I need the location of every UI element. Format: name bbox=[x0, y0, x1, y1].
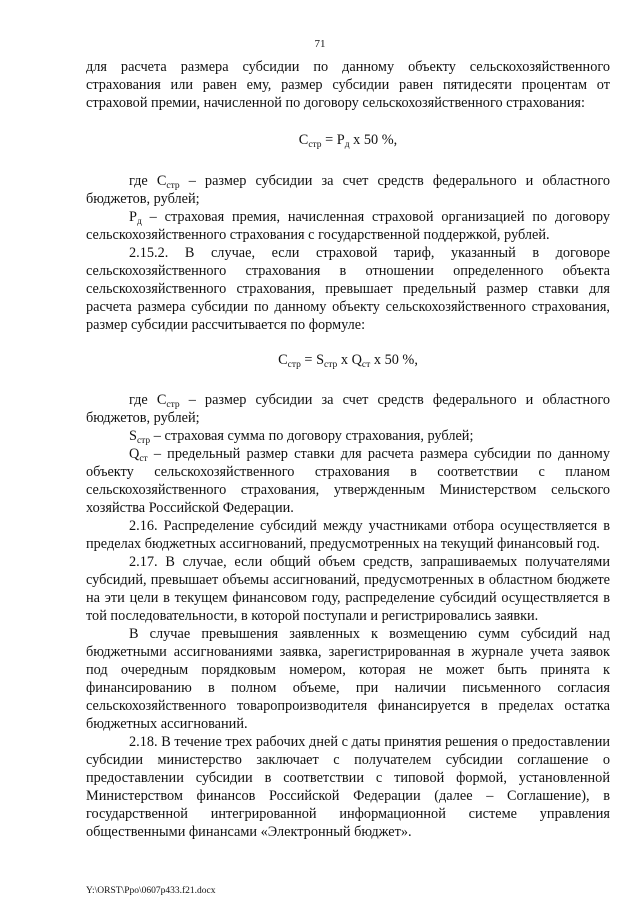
paragraph-2-16: 2.16. Распределение субсидий между участниками отбора осуществляется в пределах бюджетных ассигнований, предусмотренных на текущий финансовый год. bbox=[86, 518, 610, 552]
definition-p-d: $Р_д$ – страховая премия, начисленная страховой организацией по договору сельскохозяйственного страхования с государственной поддержкой, рублей. bbox=[86, 209, 610, 243]
page-number: 71 bbox=[314, 38, 326, 50]
formula-2: $С_{стр} = S_{стр}$ х $Q_{ст}$ х 50 %, bbox=[278, 352, 418, 370]
paragraph-2-17: 2.17. В случае, если общий объем средств, запрашиваемых получателями субсидий, превышает объемы ассигнований, предусмотренных в областном бюджете на эти цели в текущем финансовом году, распределение субсидий осуществляется в той последовательности, в которой поступали и регистрировались заявки. bbox=[86, 554, 610, 624]
paragraph-excess: В случае превышения заявленных к возмещению сумм субсидий над бюджетными ассигнованиями заявка, зарегистрированная в журнале учета заявок под очередным порядковым номером, которая не может быть принята к финансированию в полном объеме, при наличии письменного согласия сельскохозяйственного товаропроизводителя финансируется в пределах остатка бюджетных ассигнований. bbox=[86, 626, 610, 732]
definition-c-str-2: где $С_{стр}$ – размер субсидии за счет средств федерального и областного бюджетов, рублей; bbox=[86, 392, 610, 426]
definition-s-str: $S_{стр}$ – страховая сумма по договору страхования, рублей; bbox=[129, 428, 474, 446]
definition-q-st: $Q_{ст}$ – предельный размер ставки для расчета размера субсидии по данному объекту сельскохозяйственного страхования в соответствии с планом сельскохозяйственного страхования, утвержденным Министерством сельского хозяйства Российской Федерации. bbox=[86, 446, 610, 516]
paragraph-1: для расчета размера субсидии по данному объекту сельскохозяйственного страхования или равен ему, размер субсидии равен пятидесяти процентам от страховой премии, начисленной по договору сельскохозяйственного страхования: bbox=[86, 59, 610, 111]
document-body bbox=[86, 58, 610, 841]
paragraph-2-18: 2.18. В течение трех рабочих дней с даты принятия решения о предоставлении субсидии министерство заключает с получателем субсидии соглашение о предоставлении субсидии в соответствии с типовой формой, установленной Министерством финансов Российской Федерации (далее – Соглашение), в государственной интегрированной информационной системе управления общественными финансами «Электронный бюджет». bbox=[86, 734, 610, 840]
paragraph-2-15-2: 2.15.2. В случае, если страховой тариф, указанный в договоре сельскохозяйственного страхования в отношении определенного объекта сельскохозяйственного страхования, превышает предельный размер ставки для расчета размера субсидии по данному объекту сельскохозяйственного страхования, размер субсидии рассчитывается по формуле: bbox=[86, 245, 610, 333]
file-path-footer: Y:\ORST\Ppo\0607p433.f21.docx bbox=[86, 886, 216, 896]
definition-c-str: где $С_{стр}$ – размер субсидии за счет средств федерального и областного бюджетов, рублей; bbox=[86, 173, 610, 207]
formula-1: $С_{стр} = Р_д$ х 50 %, bbox=[298, 132, 398, 150]
